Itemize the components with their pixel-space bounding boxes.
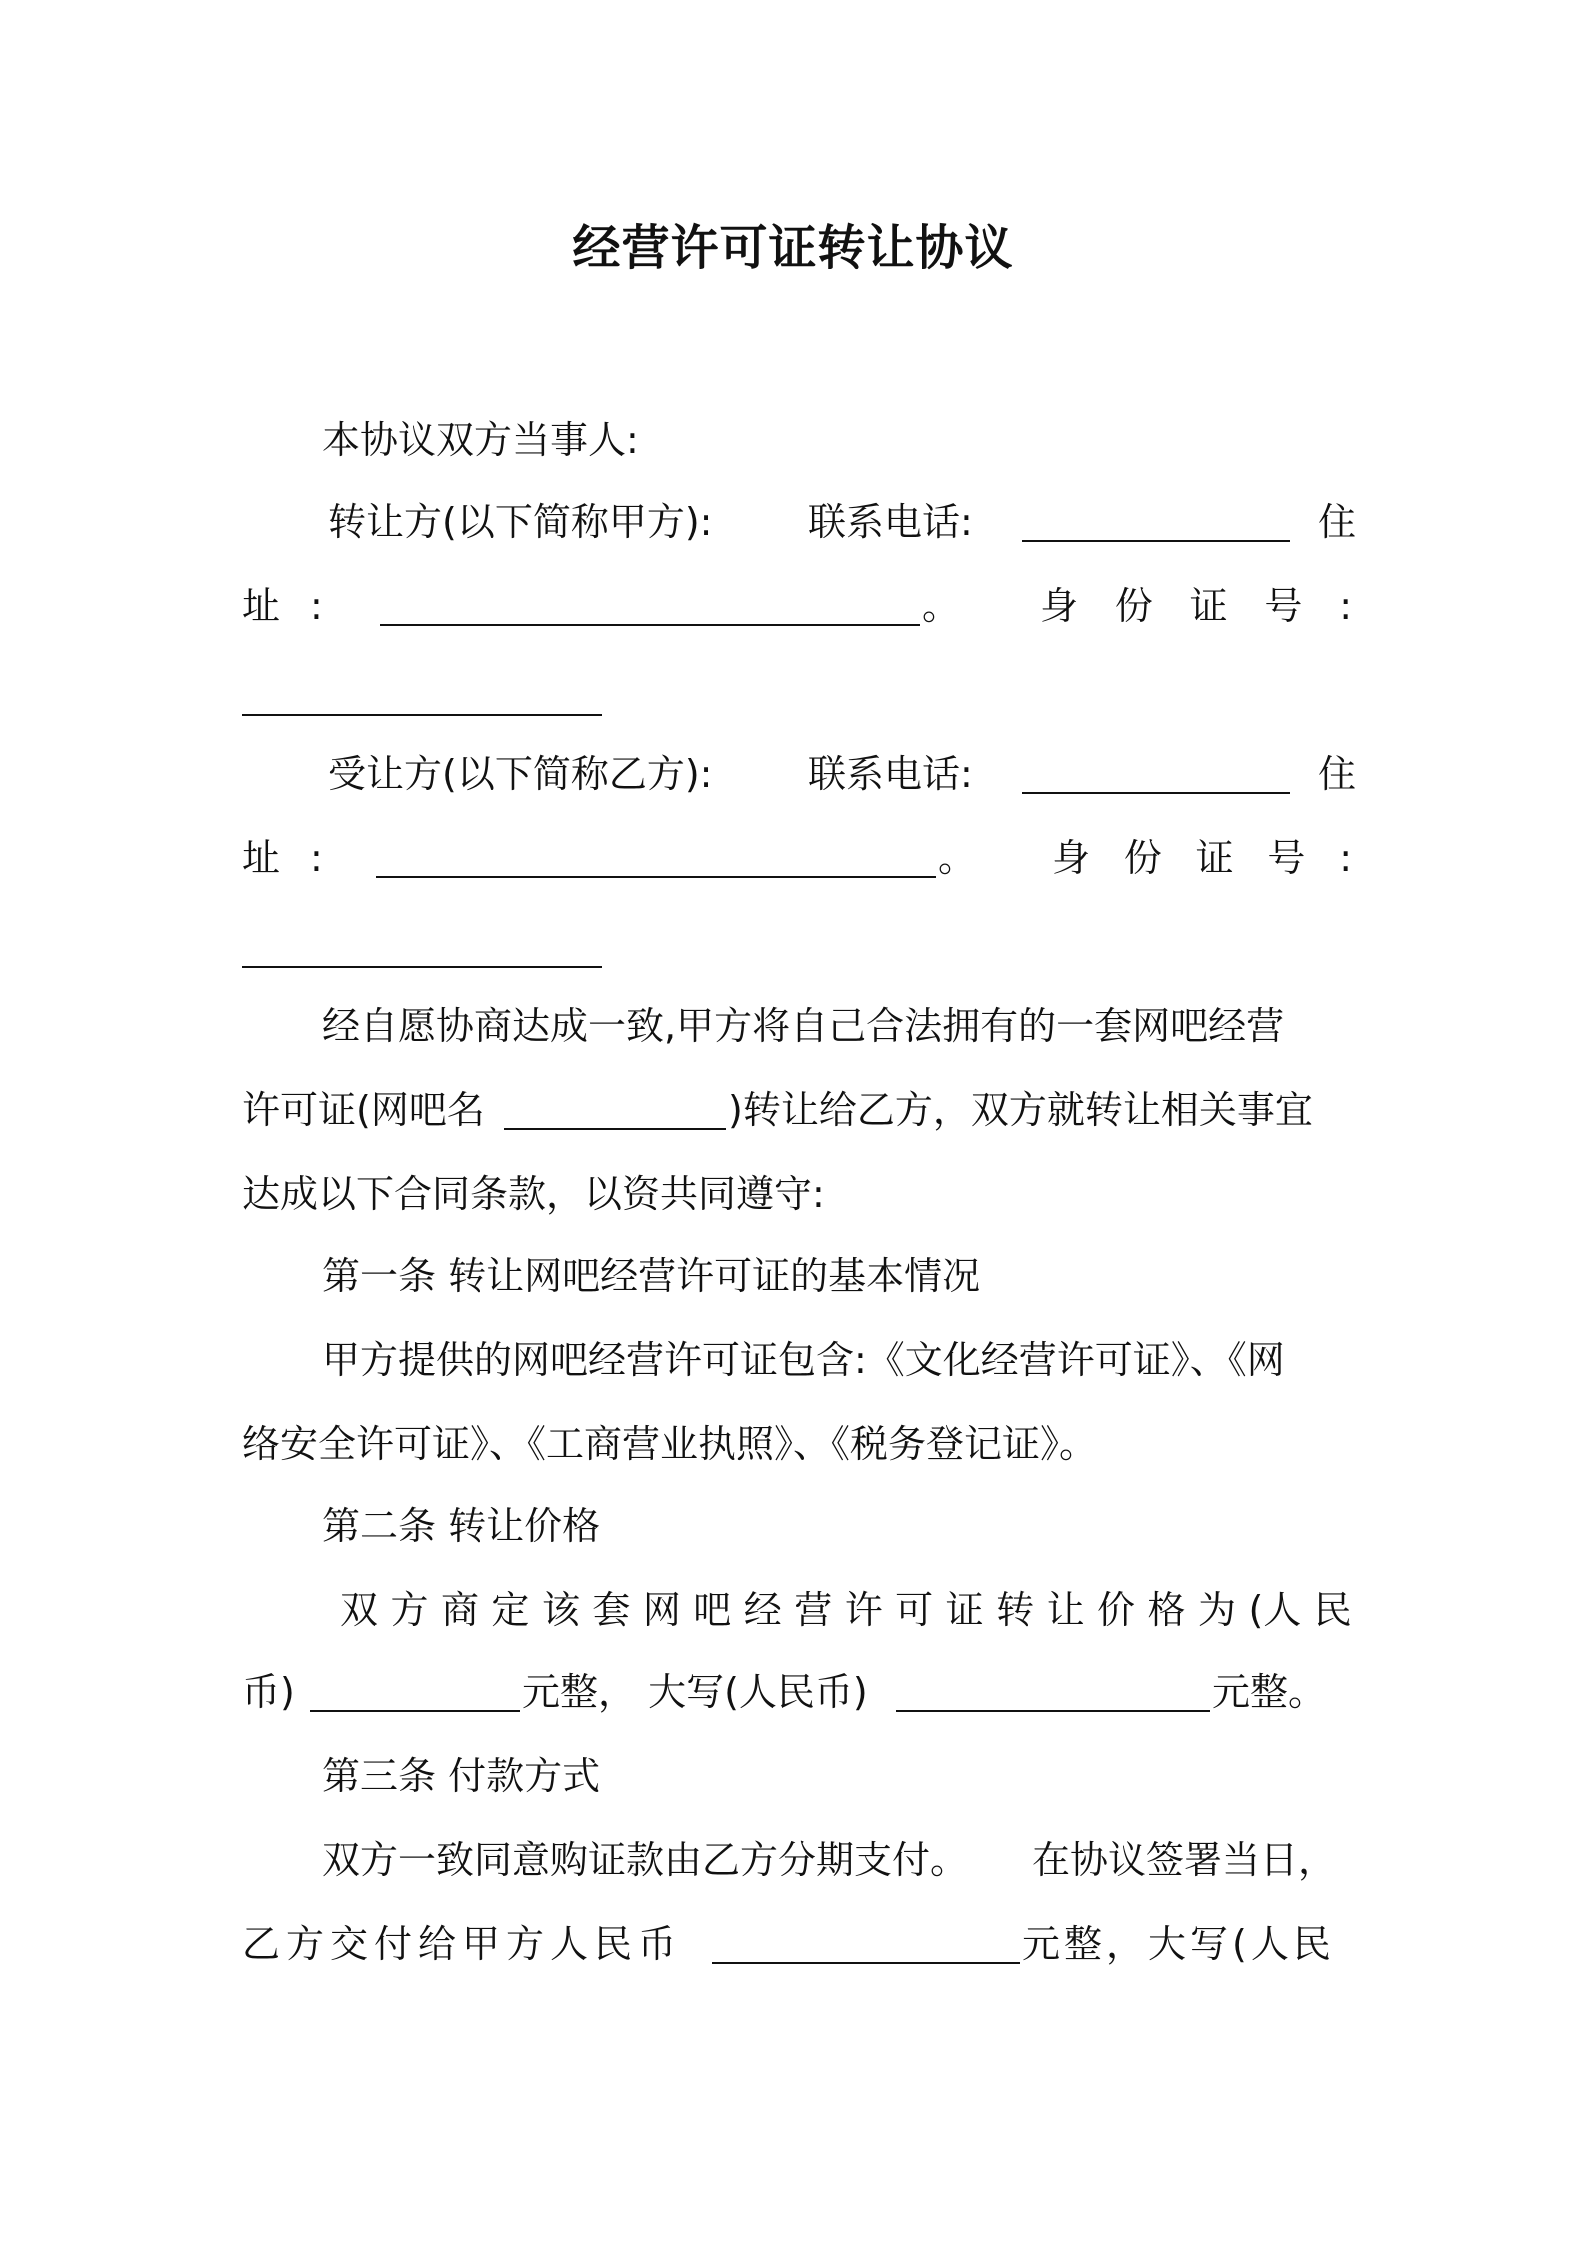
text-char: 网 [642, 1588, 681, 1632]
id-char: 身 [1040, 584, 1079, 628]
document-title: 经营许可证转让协议 [572, 220, 1014, 276]
price-words-blank [896, 1710, 1210, 1712]
text-char: 许 [844, 1588, 883, 1632]
article-1-line-2: 络安全许可证》、《工商营业执照》、《税务登记证》。 [242, 1422, 1098, 1466]
id-char: : [1339, 584, 1352, 628]
preamble-line-2a: 许可证(网吧名 [242, 1088, 485, 1132]
id-char: 身 [1052, 836, 1091, 880]
id-char: 证 [1189, 584, 1228, 628]
party-b-phone-label: 联系电话: [808, 752, 973, 796]
party-b-address-tail: 址 [242, 836, 281, 880]
party-a-phone-blank [1022, 540, 1290, 542]
party-b-id-label [1052, 828, 1352, 888]
text-char: 格 [1147, 1588, 1186, 1632]
party-a-address-period: 。 [922, 584, 961, 628]
preamble-line-3: 达成以下合同条款，以资共同遵守: [242, 1172, 825, 1216]
preamble-line-1: 经自愿协商达成一致,甲方将自己合法拥有的一套网吧经营 [322, 1004, 1285, 1048]
article-2-heading: 第二条 转让价格 [322, 1504, 601, 1548]
text-char: 营 [794, 1588, 833, 1632]
party-b-label: 受让方(以下简称乙方): [328, 752, 713, 796]
article-3-line-2a: 乙方交付给甲方人民币 [242, 1922, 683, 1966]
text-char: 转 [996, 1588, 1035, 1632]
party-a-label: 转让方(以下简称甲方): [328, 500, 713, 544]
text-char: 民 [1313, 1588, 1352, 1632]
party-b-address-head: 住 [1318, 752, 1357, 796]
parties-intro: 本协议双方当事人: [322, 418, 639, 462]
text-char: 证 [945, 1588, 984, 1632]
id-char: : [1339, 836, 1352, 880]
text-char: 价 [1097, 1588, 1136, 1632]
article-3-heading: 第三条 付款方式 [322, 1754, 601, 1798]
text-char: 商 [440, 1588, 479, 1632]
preamble-line-2b: )转让给乙方，双方就转让相关事宜 [728, 1088, 1313, 1132]
party-b-phone-blank [1022, 792, 1290, 794]
party-a-id-label [1040, 576, 1352, 636]
article-1-line-1: 甲方提供的网吧经营许可证包含:《文化经营许可证》、《网 [322, 1338, 1285, 1382]
text-char: 套 [592, 1588, 631, 1632]
text-char: 吧 [693, 1588, 732, 1632]
text-char: 可 [895, 1588, 934, 1632]
text-char: 为 [1197, 1588, 1236, 1632]
party-a-phone-label: 联系电话: [808, 500, 973, 544]
party-a-address-tail: 址 [242, 584, 281, 628]
id-char: 号 [1267, 836, 1306, 880]
party-a-id-blank [242, 714, 602, 716]
article-1-heading: 第一条 转让网吧经营许可证的基本情况 [322, 1254, 981, 1298]
id-char: 号 [1264, 584, 1303, 628]
id-char: 证 [1195, 836, 1234, 880]
id-char: 份 [1123, 836, 1162, 880]
article-2-line-2a: 币) [242, 1670, 295, 1714]
text-char: 双 [340, 1588, 379, 1632]
price-number-blank [310, 1710, 520, 1712]
article-2-line-2b: 元整， 大写(人民币) [522, 1670, 868, 1714]
id-char: 份 [1114, 584, 1153, 628]
party-b-address-colon: : [310, 836, 323, 880]
party-a-address-head: 住 [1318, 500, 1357, 544]
text-char: (人 [1248, 1588, 1302, 1632]
party-b-id-blank [242, 966, 602, 968]
text-char: 经 [743, 1588, 782, 1632]
article-2-line-2c: 元整。 [1212, 1670, 1327, 1714]
party-b-address-period: 。 [938, 836, 977, 880]
party-a-address-blank [380, 624, 920, 626]
payment-amount-blank [712, 1962, 1020, 1964]
text-char: 让 [1046, 1588, 1085, 1632]
party-a-address-colon: : [310, 584, 323, 628]
article-3-line-1a: 双方一致同意购证款由乙方分期支付。 [322, 1838, 969, 1882]
article-2-line-1 [340, 1580, 1352, 1640]
text-char: 该 [541, 1588, 580, 1632]
netcafe-name-blank [504, 1128, 726, 1130]
text-char: 定 [491, 1588, 530, 1632]
text-char: 方 [390, 1588, 429, 1632]
article-3-line-2b: 元整，大写(人民 [1022, 1922, 1335, 1966]
article-3-line-1b: 在协议签署当日， [1032, 1838, 1337, 1882]
party-b-address-blank [376, 876, 936, 878]
